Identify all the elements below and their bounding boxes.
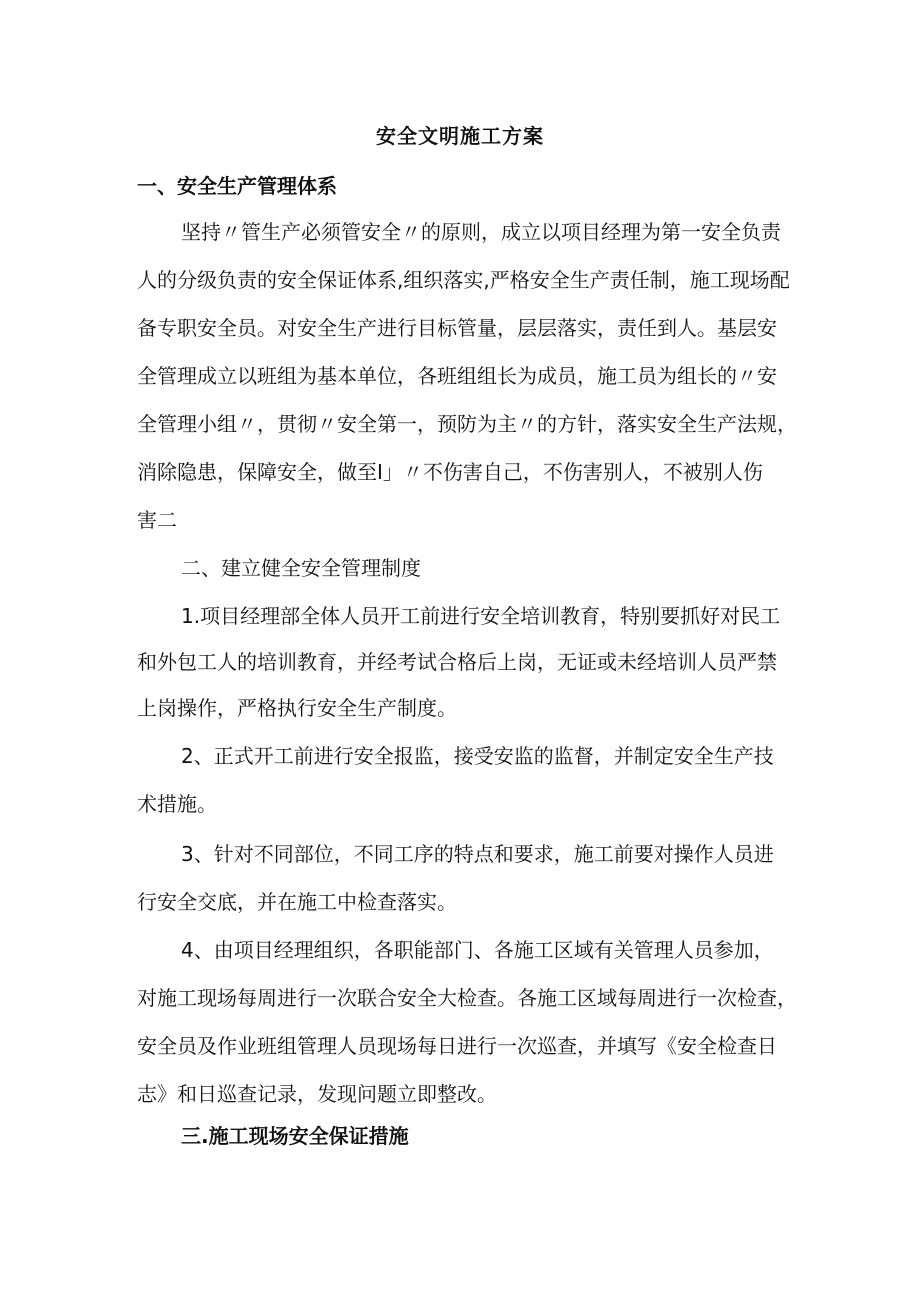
item3-line: 行安全交底，并在施工中检查落实。: [137, 890, 457, 914]
paragraph-line: 备专职安全员。对安全生产进行目标管量，层层落实，责任到人。基层安: [137, 316, 777, 340]
item1-line: 和外包工人的培训教育，并经考试合格后上岗，无证或未经培训人员严禁: [137, 650, 777, 674]
paragraph-line: 全管理小组〃，贯彻〃安全第一，预防为主〃的方针，落实安全生产法规，: [137, 412, 797, 436]
item4-line: 4、由项目经理组织，各职能部门、各施工区域有关管理人员参加，: [181, 938, 774, 962]
paragraph-line: 全管理成立以班组为基本单位，各班组组长为成员，施工员为组长的〃安: [137, 364, 777, 388]
item1-line: 上岗操作，严格执行安全生产制度。: [137, 696, 457, 720]
item1-line: 1.项目经理部全体人员开工前进行安全培训教育，特别要抓好对民工: [181, 604, 781, 628]
item2-line: 术措施。: [137, 792, 217, 816]
section3-heading: 三.施工现场安全保证措施: [181, 1124, 409, 1148]
item4-line: 安全员及作业班组管理人员现场每日进行一次巡查，并填写《安全检查日: [137, 1034, 777, 1058]
item2-line: 2、正式开工前进行安全报监，接受安监的监督，并制定安全生产技: [181, 744, 774, 768]
paragraph-line: 害二: [137, 508, 177, 532]
item4-line: 对施工现场每周进行一次联合安全大检查。各施工区域每周进行一次检查，: [137, 986, 797, 1010]
document-title: 安全文明施工方案: [376, 124, 544, 148]
paragraph-line: 消除隐患，保障安全，做至I」〃不伤害自己，不伤害别人，不被别人伤: [137, 460, 763, 484]
section1-heading: 一、安全生产管理体系: [137, 174, 337, 198]
section2-heading: 二、建立健全安全管理制度: [181, 556, 421, 580]
paragraph-line: 坚持〃管生产必须管安全〃的原则，成立以项目经理为第一安全负责: [181, 220, 781, 244]
paragraph-line: 人的分级负责的安全保证体系,组织落实,严格安全生产责任制，施工现场配: [137, 268, 790, 292]
item3-line: 3、针对不同部位，不同工序的特点和要求，施工前要对操作人员进: [181, 842, 774, 866]
item4-line: 志》和日巡查记录，发现问题立即整改。: [137, 1082, 497, 1106]
